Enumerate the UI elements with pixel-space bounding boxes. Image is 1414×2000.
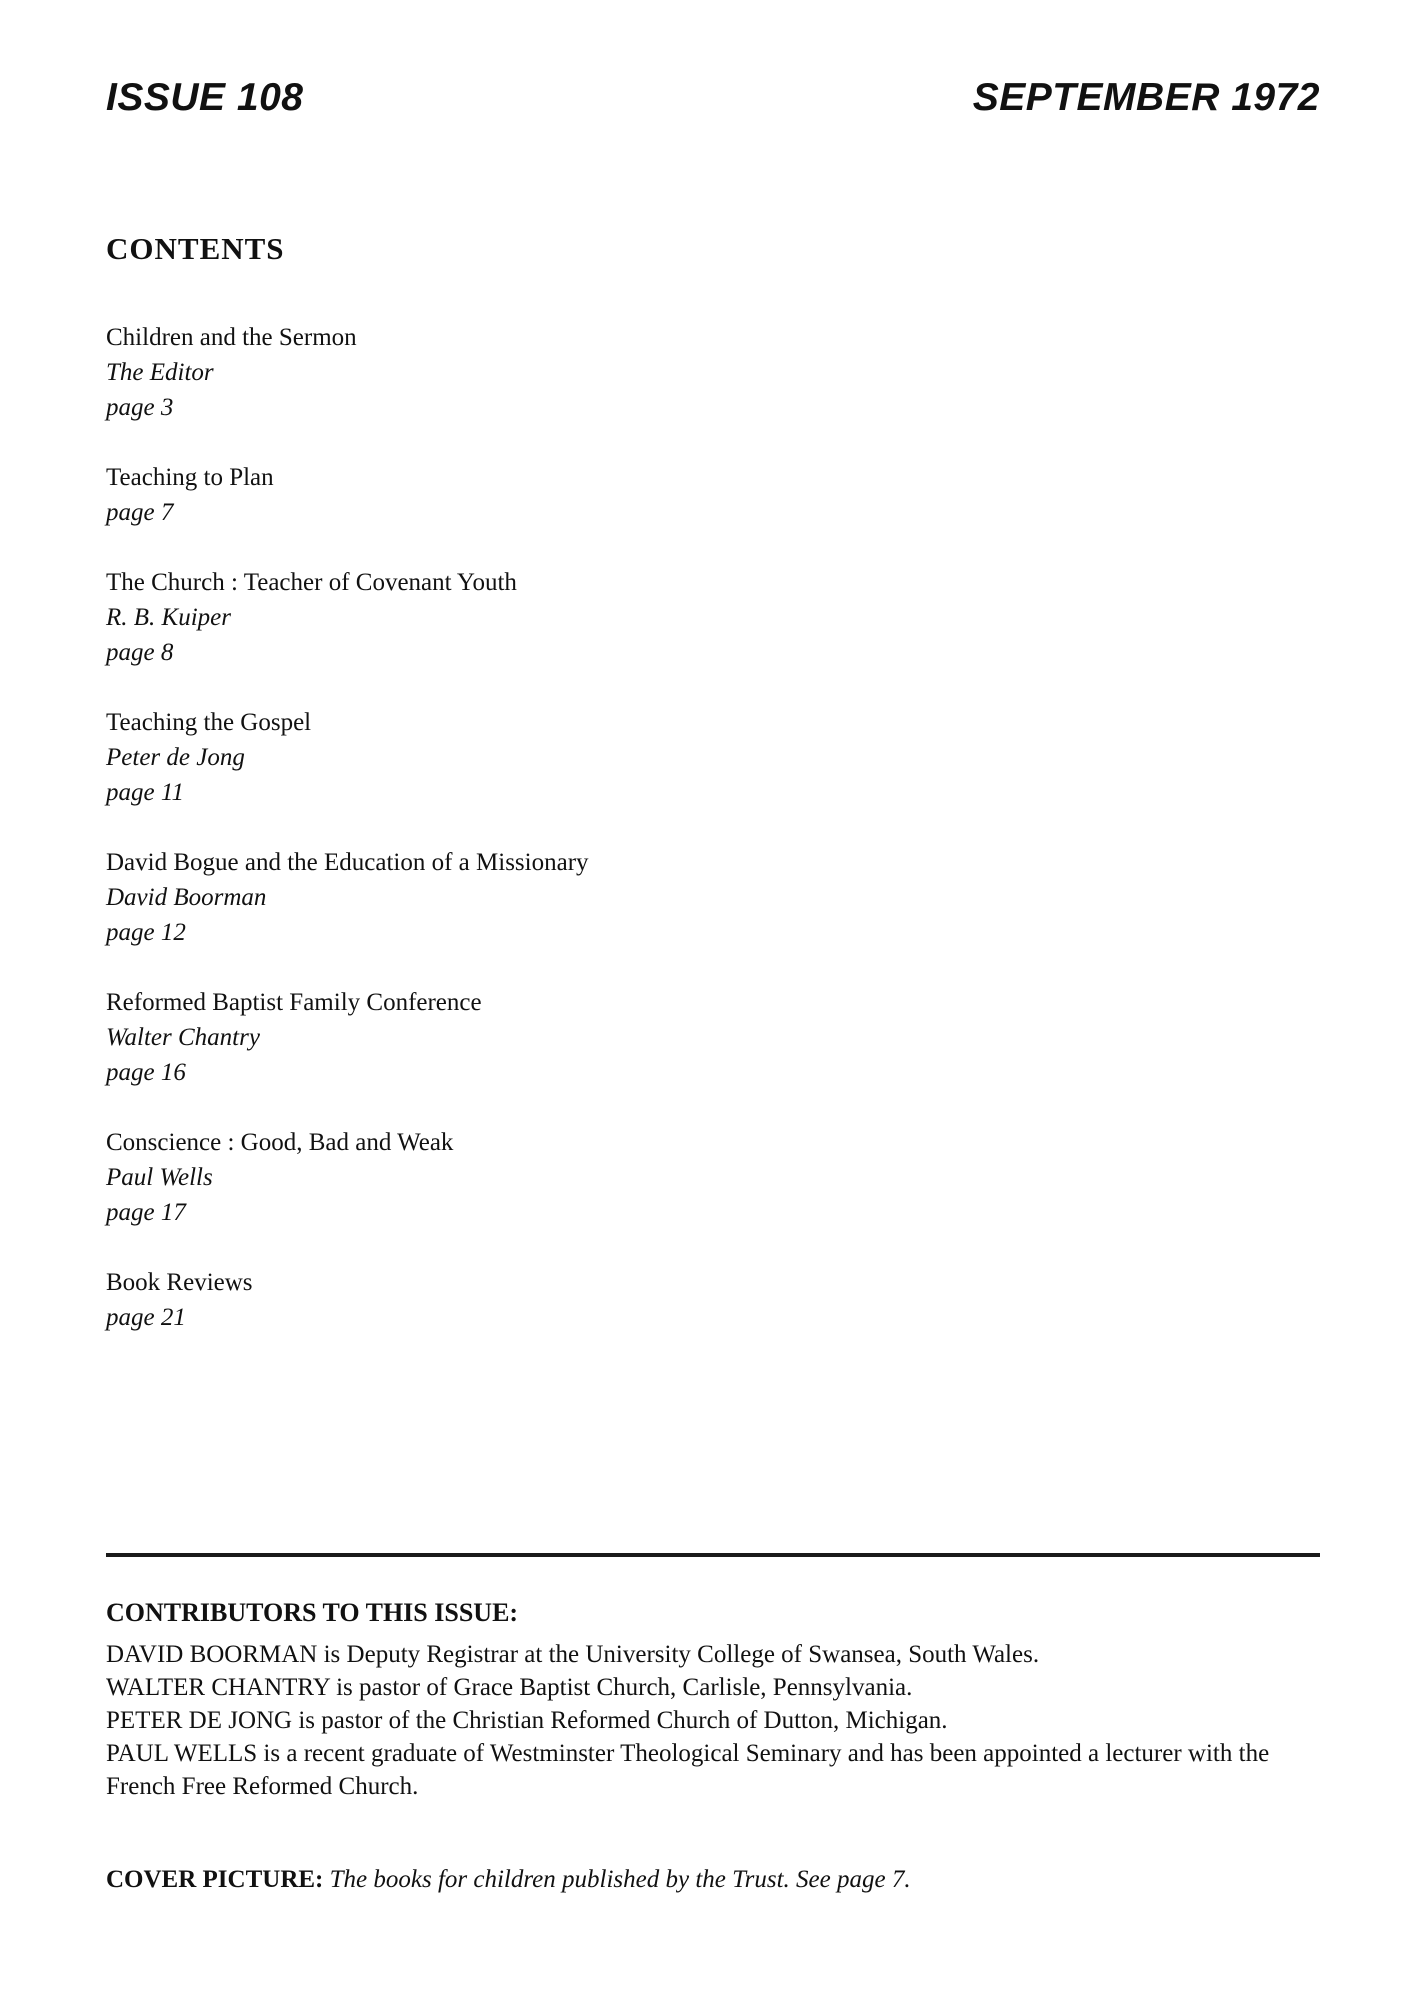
toc-item-author: David Boorman — [106, 884, 267, 911]
toc-item-title: David Bogue and the Education of a Missionary — [106, 849, 589, 876]
toc-item-author: Walter Chantry — [106, 1024, 260, 1051]
toc-item — [106, 985, 1320, 1090]
toc-item-page: page 3 — [106, 394, 174, 421]
contributor-entries — [106, 1638, 1320, 1803]
issue-date: SEPTEMBER 1972 — [972, 76, 1320, 119]
toc-item-title: The Church : Teacher of Covenant Youth — [106, 569, 517, 596]
cover-picture-caption — [106, 1863, 1320, 1896]
table-of-contents — [106, 320, 1320, 1335]
toc-item — [106, 1265, 1320, 1335]
toc-item — [106, 565, 1320, 670]
cover-picture-label: COVER PICTURE: — [106, 1866, 324, 1894]
toc-item — [106, 845, 1320, 950]
toc-item-title: Children and the Sermon — [106, 324, 357, 351]
toc-item-page: page 21 — [106, 1304, 186, 1331]
toc-item-author: Peter de Jong — [106, 744, 245, 771]
toc-item-title: Conscience : Good, Bad and Weak — [106, 1129, 454, 1156]
contents-heading: CONTENTS — [106, 231, 285, 266]
contributor-entry: DAVID BOORMAN is Deputy Registrar at the University College of Swansea, South Wales. — [106, 1641, 1040, 1669]
toc-item-author: R. B. Kuiper — [106, 604, 231, 631]
toc-item-page: page 8 — [106, 639, 174, 666]
horizontal-divider — [106, 1553, 1320, 1557]
toc-item-title: Reformed Baptist Family Conference — [106, 989, 482, 1016]
toc-item-page: page 11 — [106, 779, 184, 806]
toc-item-page: page 12 — [106, 919, 186, 946]
toc-item-author: The Editor — [106, 359, 214, 386]
toc-item — [106, 320, 1320, 425]
toc-item-page: page 17 — [106, 1199, 186, 1226]
contributors-section — [106, 1597, 1320, 1803]
toc-item-title: Teaching to Plan — [106, 464, 274, 491]
toc-item-page: page 16 — [106, 1059, 186, 1086]
issue-number: ISSUE 108 — [106, 76, 304, 119]
toc-item-title: Book Reviews — [106, 1269, 253, 1296]
toc-item-page: page 7 — [106, 499, 174, 526]
toc-item — [106, 460, 1320, 530]
contributors-heading: CONTRIBUTORS TO THIS ISSUE: — [106, 1598, 519, 1627]
toc-item — [106, 705, 1320, 810]
toc-item — [106, 1125, 1320, 1230]
toc-item-author: Paul Wells — [106, 1164, 213, 1191]
masthead — [106, 78, 1320, 117]
contributor-entry: WALTER CHANTRY is pastor of Grace Baptist Church, Carlisle, Pennsylvania. — [106, 1674, 913, 1702]
cover-picture-text: The books for children published by the Trust. See page 7. — [329, 1866, 911, 1894]
contributor-entry: PAUL WELLS is a recent graduate of Westminster Theological Seminary and has been appointed a lecturer with the French Free Reformed Church. — [106, 1740, 1270, 1801]
contributor-entry: PETER DE JONG is pastor of the Christian Reformed Church of Dutton, Michigan. — [106, 1707, 948, 1735]
toc-item-title: Teaching the Gospel — [106, 709, 312, 736]
